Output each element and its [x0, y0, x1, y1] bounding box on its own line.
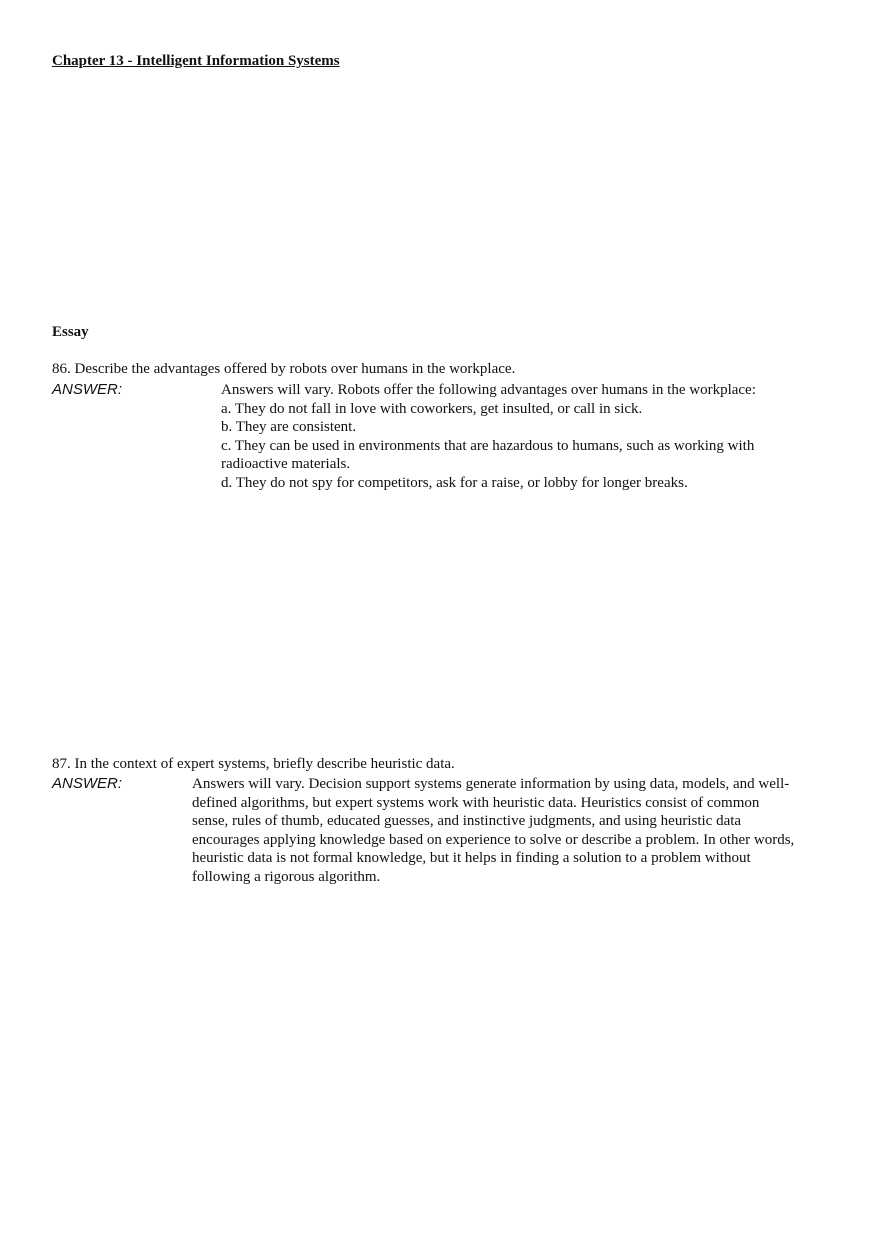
- answer-label-87: ANSWER:: [52, 775, 123, 792]
- answer-line: encourages applying knowledge based on experience to solve or describe a problem. In other words,: [192, 831, 795, 848]
- answer-line: radioactive materials.: [221, 456, 351, 472]
- question-87: 87. In the context of expert systems, briefly describe heuristic data.: [52, 756, 455, 772]
- answer-line: defined algorithms, but expert systems work with heuristic data. Heuristics consist of common: [192, 794, 760, 811]
- answer-87: [192, 775, 832, 886]
- answer-line: b. They are consistent.: [221, 419, 357, 435]
- answer-label-86: ANSWER:: [52, 381, 123, 398]
- answer-line: c. They can be used in environments that are hazardous to humans, such as working with: [221, 437, 755, 454]
- answer-line: following a rigorous algorithm.: [192, 868, 381, 885]
- answer-86: [221, 381, 811, 492]
- answer-line: a. They do not fall in love with coworkers, get insulted, or call in sick.: [221, 400, 643, 417]
- answer-line: d. They do not spy for competitors, ask for a raise, or lobby for longer breaks.: [221, 474, 688, 491]
- answer-line: Answers will vary. Decision support systems generate information by using data, models, and well-: [192, 776, 790, 792]
- chapter-title: Chapter 13 - Intelligent Information Systems: [52, 53, 340, 69]
- answer-line: sense, rules of thumb, educated guesses, and instinctive judgments, and using heuristic data: [192, 813, 742, 829]
- section-heading: Essay: [52, 324, 89, 340]
- answer-line: heuristic data is not formal knowledge, but it helps in finding a solution to a problem without: [192, 850, 751, 866]
- question-86: 86. Describe the advantages offered by robots over humans in the workplace.: [52, 361, 516, 377]
- answer-line: Answers will vary. Robots offer the following advantages over humans in the workplace:: [221, 382, 756, 398]
